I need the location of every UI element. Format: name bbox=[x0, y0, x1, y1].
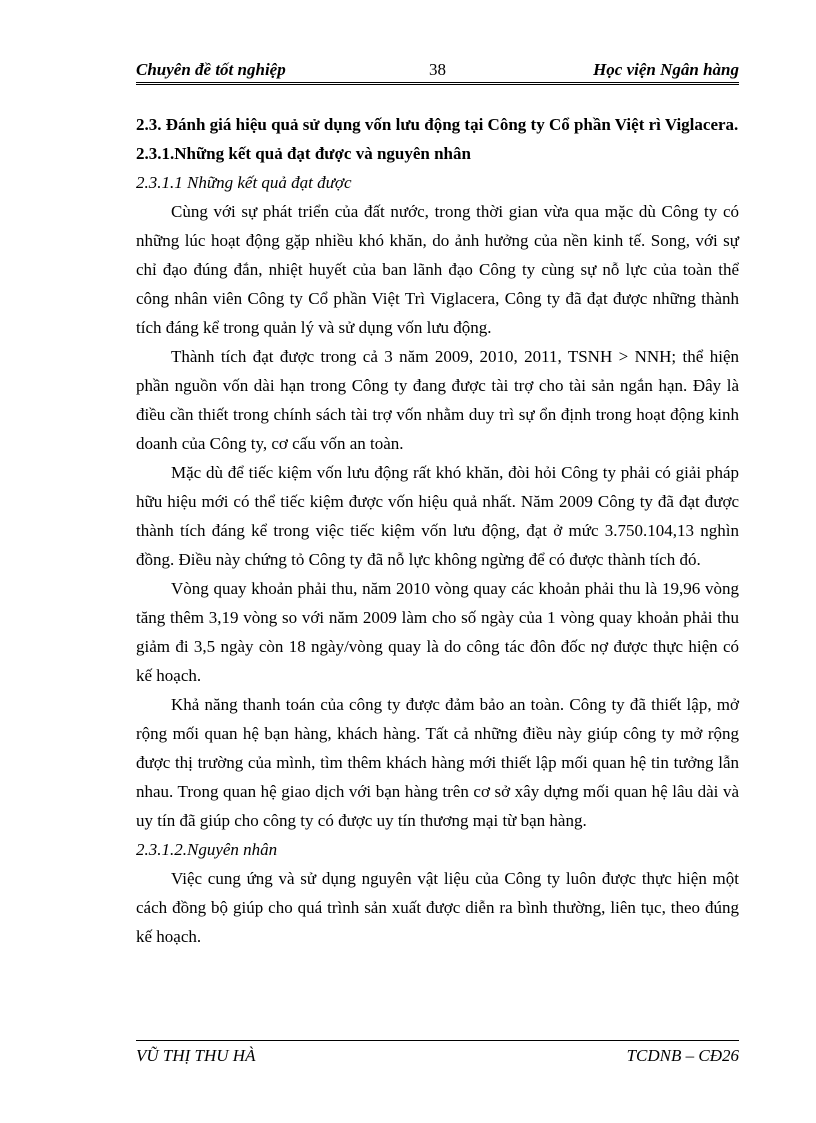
paragraph: Cùng với sự phát triển của đất nước, trong thời gian vừa qua mặc dù Công ty có những lúc hoạt động gặp nhiều khó khăn, do ảnh hưởng của nền kinh tế. Song, với sự chỉ đạo đúng đắn, nhiệt huyết của ban lãnh đạo Công ty cùng sự nỗ lực của toàn thể công nhân viên Công ty Cổ phần Việt Trì Viglacera, Công ty đã đạt được những thành tích đáng kể trong quản lý và sử dụng vốn lưu động. bbox=[136, 202, 739, 337]
paragraph: Khả năng thanh toán của công ty được đảm bảo an toàn. Công ty đã thiết lập, mở rộng mối quan hệ bạn hàng, khách hàng. Tất cả những điều này giúp công ty mở rộng được thị trường của mình, tìm thêm khách hàng mới thiết lập mối quan hệ tin tưởng lẫn nhau. Trong quan hệ giao dịch với bạn hàng trên cơ sở xây dựng mối quan hệ lâu dài và uy tín đã giúp cho công ty có được uy tín thương mại từ bạn hàng. bbox=[136, 695, 739, 830]
footer-class-code: TCDNB – CĐ26 bbox=[626, 1046, 739, 1065]
header-document-title: Chuyên đề tốt nghiệp bbox=[136, 60, 286, 79]
paragraph: Việc cung ứng và sử dụng nguyên vật liệu của Công ty luôn được thực hiện một cách đồng bộ giúp cho quá trình sản xuất được diễn ra bình thường, liên tục, theo đúng kế hoạch. bbox=[136, 869, 739, 946]
footer-author: VŨ THỊ THU HÀ bbox=[136, 1046, 256, 1065]
paragraph: Vòng quay khoản phải thu, năm 2010 vòng quay các khoản phải thu là 19,96 vòng tăng thêm 3,19 vòng so với năm 2009 làm cho số ngày của 1 vòng quay khoản phải thu giảm đi 3,5 ngày còn 18 ngày/vòng quay là do công tác đôn đốc nợ được thực hiện có kế hoạch. bbox=[136, 579, 739, 685]
subsubsection-heading-results: 2.3.1.1 Những kết quả đạt được bbox=[136, 173, 352, 192]
paragraph: Thành tích đạt được trong cả 3 năm 2009, 2010, 2011, TSNH > NNH; thể hiện phần nguồn vốn dài hạn trong Công ty đang được tài trợ cho tài sản ngắn hạn. Đây là điều cần thiết trong chính sách tài trợ vốn nhằm duy trì sự ổn định trong hoạt động kinh doanh của Công ty, cơ cấu vốn an toàn. bbox=[136, 347, 739, 453]
page-content bbox=[136, 110, 739, 951]
header-divider bbox=[136, 82, 739, 85]
section-heading: 2.3. Đánh giá hiệu quả sử dụng vốn lưu động tại Công ty Cổ phần Việt rì Viglacera. bbox=[136, 115, 739, 134]
page-header bbox=[136, 60, 739, 82]
page-number: 38 bbox=[429, 60, 446, 79]
header-institution: Học viện Ngân hàng bbox=[593, 60, 739, 79]
subsection-heading: 2.3.1.Những kết quả đạt được và nguyên nhân bbox=[136, 144, 471, 163]
subsubsection-heading-causes: 2.3.1.2.Nguyên nhân bbox=[136, 840, 278, 859]
footer-divider bbox=[136, 1040, 739, 1041]
paragraph: Mặc dù để tiếc kiệm vốn lưu động rất khó khăn, đòi hỏi Công ty phải có giải pháp hữu hiệu mới có thể tiếc kiệm được vốn hiệu quả nhất. Năm 2009 Công ty đã đạt được thành tích đáng kể trong việc tiếc kiệm vốn lưu động, đạt ở mức 3.750.104,13 nghìn đồng. Điều này chứng tỏ Công ty đã nỗ lực không ngừng để có được thành tích đó. bbox=[136, 463, 739, 569]
